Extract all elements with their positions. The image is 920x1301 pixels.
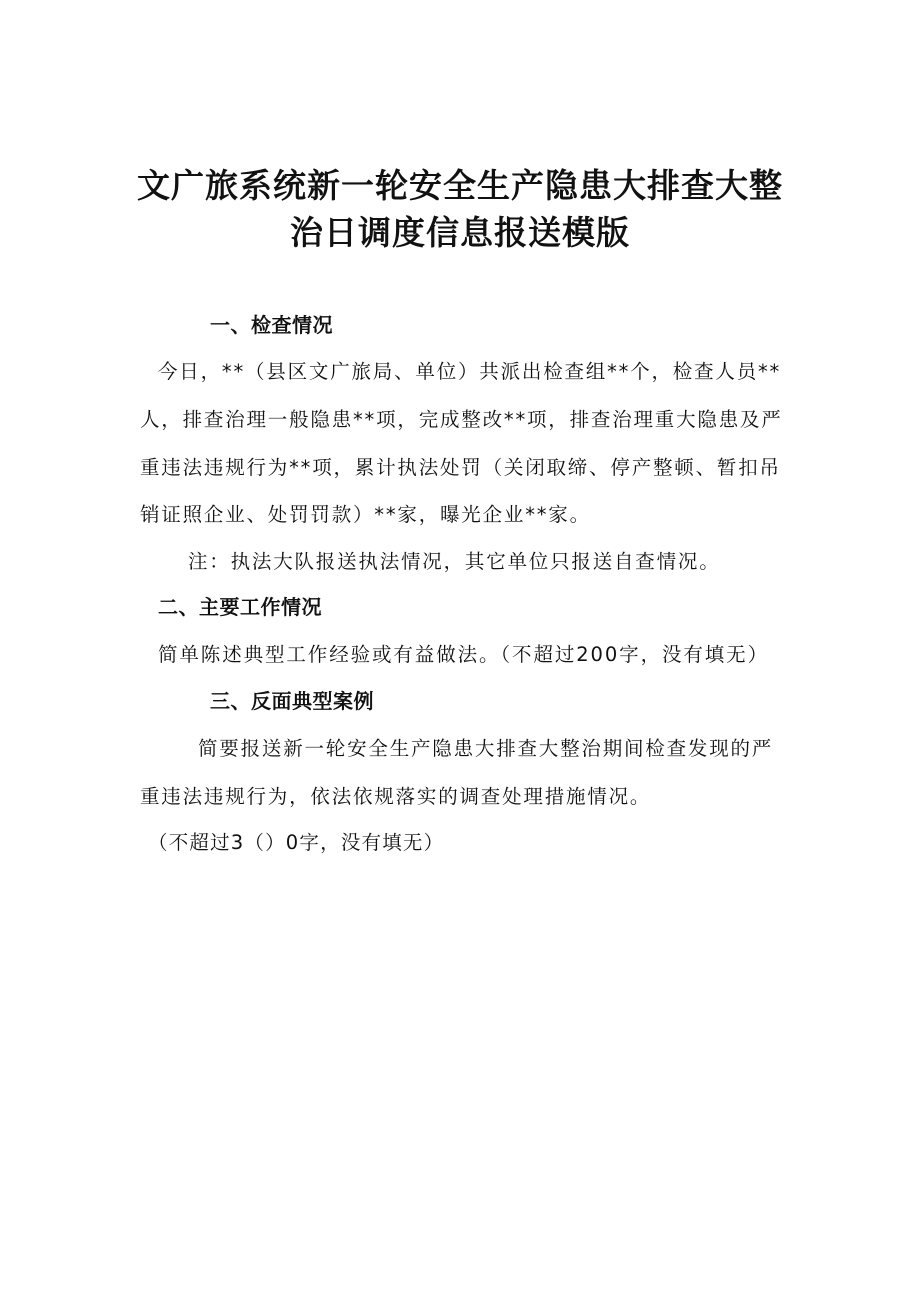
document-title-line-1: 文广旅系统新一轮安全生产隐患大排查大整 <box>137 166 783 205</box>
section-2-heading: 二、主要工作情况 <box>158 595 322 619</box>
section-1-note: 注：执法大队报送执法情况，其它单位只报送自查情况。 <box>188 550 721 573</box>
section-1-heading: 一、检查情况 <box>210 313 333 337</box>
section-1-paragraph-line: 重违法违规行为**项，累计执法处罚（关闭取缔、停产整顿、暂扣吊 <box>140 456 781 479</box>
section-3-paragraph-line: 重违法违规行为，依法依规落实的调查处理措施情况。 <box>140 785 652 808</box>
section-1-paragraph-line: 销证照企业、处罚罚款）**家，曝光企业**家。 <box>140 503 591 526</box>
section-3-heading: 三、反面典型案例 <box>210 689 374 713</box>
section-2-paragraph: 简单陈述典型工作经验或有益做法。（不超过200字，没有填无） <box>158 643 769 666</box>
section-3-paragraph-line: 简要报送新一轮安全生产隐患大排查大整治期间检查发现的严 <box>198 737 774 760</box>
section-3-word-limit: （不超过3（）0字，没有填无） <box>148 831 445 854</box>
section-1-paragraph-line: 今日，**（县区文广旅局、单位）共派出检查组**个，检查人员** <box>158 360 782 383</box>
section-1-paragraph-line: 人，排查治理一般隐患**项，完成整改**项，排查治理重大隐患及严 <box>140 408 783 431</box>
document-title-line-2: 治日调度信息报送模版 <box>290 213 630 252</box>
